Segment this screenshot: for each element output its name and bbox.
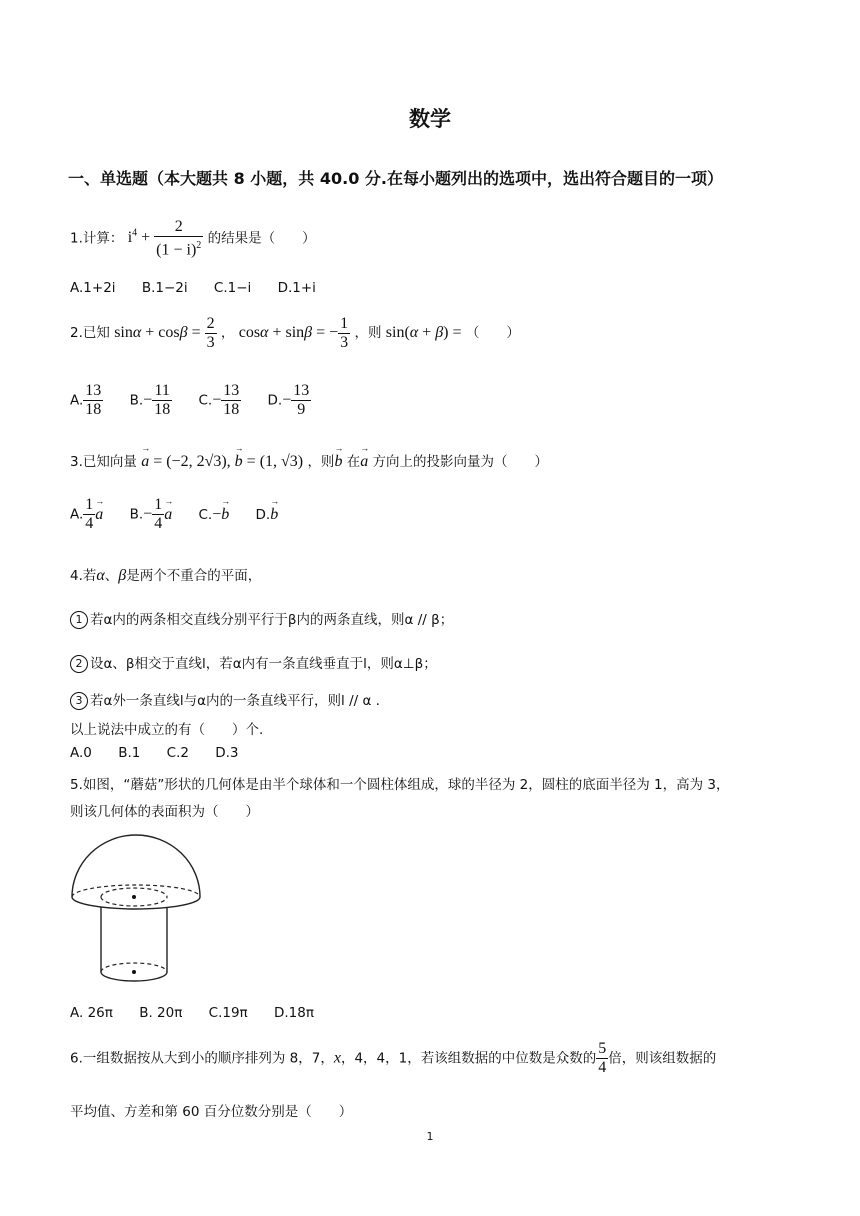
q2-option-b: B.− $\frac{11}{18}$: [129, 382, 171, 418]
q2-then: ，则: [354, 325, 382, 342]
q3-text2: ，则: [307, 454, 335, 470]
q1-option-c: C.1−i: [213, 280, 252, 296]
q4-statement-3: 3 若α外一条直线l与α内的一条直线平行，则l // α .: [70, 689, 380, 710]
q3-option-c: C.−→ b: [198, 506, 229, 524]
q4-s1-text: 若α内的两条相交直线分别平行于β内的两条直线，则α // β；: [90, 612, 454, 628]
q5-option-b: B. 20π: [139, 1005, 183, 1021]
q6-fraction: $\frac{5}{4}$: [598, 1040, 607, 1076]
q5-option-d: D.18π: [273, 1005, 314, 1021]
q4-option-b: B.1: [118, 745, 141, 761]
q1-option-b: B.1−2i: [141, 280, 188, 296]
q2-prefix: 2.已知: [70, 325, 110, 342]
q2-option-d: D.− $\frac{13}{9}$: [267, 382, 310, 418]
q5-line-2: 则该几何体的表面积为（ ）: [70, 804, 259, 820]
q4-option-d: D.3: [215, 745, 239, 761]
q1-suffix: 的结果是（ ）: [207, 230, 316, 247]
page-number: 1: [426, 1130, 434, 1143]
q6-line-2: 平均值、方差和第 60 百分位数分别是（ ）: [70, 1104, 353, 1120]
q3-vectors: → a = (−2, 2√3), → b = (1, √3): [141, 453, 303, 470]
q1-formula: $i^4$ + $\frac{2}{(1 - i)^2}$: [127, 218, 202, 259]
q4-statement-2: 2 设α、β相交于直线l，若α内有一条直线垂直于l，则α⊥β；: [70, 652, 437, 673]
q4-options: [70, 745, 261, 761]
q3-option-a: A. $\frac{1}{4}$ → a: [70, 496, 103, 533]
q1-option-a: A.1+2i: [70, 280, 116, 296]
q3-text3: 在: [346, 454, 361, 470]
question-3: [70, 450, 548, 471]
question-2: [70, 315, 520, 352]
q3-vec-b: → b: [334, 453, 342, 471]
q3-vec-a: → a: [360, 453, 368, 471]
mushroom-figure: [68, 830, 204, 990]
page-title: 数学: [409, 107, 451, 131]
section-heading: 一、单选题（本大题共 8 小题，共 40.0 分.在每小题列出的选项中，选出符合题目的一项）: [68, 169, 723, 188]
q6-var-x: x: [333, 1049, 341, 1067]
q3-option-b: B.− $\frac{1}{4}$ → a: [130, 496, 173, 533]
q2-eq1: sinα + cosβ = $\frac{2}{3}$: [114, 315, 215, 351]
q2-option-a: A. $\frac{13}{18}$: [70, 382, 102, 418]
q6-line-1: [70, 1040, 716, 1077]
q2-sep: ，: [220, 325, 235, 342]
q5-option-c: C.19π: [208, 1005, 248, 1021]
q4-prefix: 4.若: [70, 568, 97, 584]
q2-eq2: cosα + sinβ = − $\frac{1}{3}$: [238, 315, 349, 351]
q5-options: [70, 1005, 336, 1021]
question-1: [70, 218, 316, 259]
q6-text-b: ，4，4，1，若该组数据的中位数是众数的: [340, 1050, 597, 1067]
q4-rest: 是两个不重合的平面，: [126, 568, 262, 584]
q4-question: 以上说法中成立的有（ ）个.: [70, 722, 264, 738]
q4-option-c: C.2: [166, 745, 189, 761]
q3-text4: 方向上的投影向量为（ ）: [372, 454, 549, 470]
q1-options: [70, 280, 338, 296]
question-4: 4.若α、β是两个不重合的平面，: [70, 567, 262, 584]
q2-target: sin(α + β) =: [385, 324, 462, 342]
q4-planes: α: [96, 567, 105, 584]
q1-option-d: D.1+i: [277, 280, 316, 296]
q3-prefix: 3.已知向量: [70, 454, 137, 470]
q5-option-a: A. 26π: [70, 1005, 113, 1021]
q3-option-d: D.→ b: [256, 506, 279, 524]
q6-text-a: 6.一组数据按从大到小的顺序排列为 8，7，: [70, 1050, 334, 1067]
q2-options: [70, 382, 333, 419]
q5-line-1: 5.如图，“蘑菇”形状的几何体是由半个球体和一个圆柱体组成，球的半径为 2，圆柱的底面半径为 1，高为 3，: [70, 777, 730, 793]
q2-paren: （ ）: [465, 325, 520, 342]
q4-statement-1: 1 若α内的两条相交直线分别平行于β内的两条直线，则α // β；: [70, 608, 453, 629]
q4-option-a: A.0: [70, 745, 92, 761]
q4-s3-text: 若α外一条直线l与α内的一条直线平行，则l // α .: [90, 693, 380, 709]
q1-prefix: 1.计算：: [70, 230, 124, 247]
q2-option-c: C.− $\frac{13}{18}$: [198, 382, 240, 418]
q4-s2-text: 设α、β相交于直线l，若α内有一条直线垂直于l，则α⊥β；: [90, 656, 437, 672]
q6-text-c: 倍，则该组数据的: [608, 1050, 717, 1067]
q3-options: [70, 496, 300, 533]
